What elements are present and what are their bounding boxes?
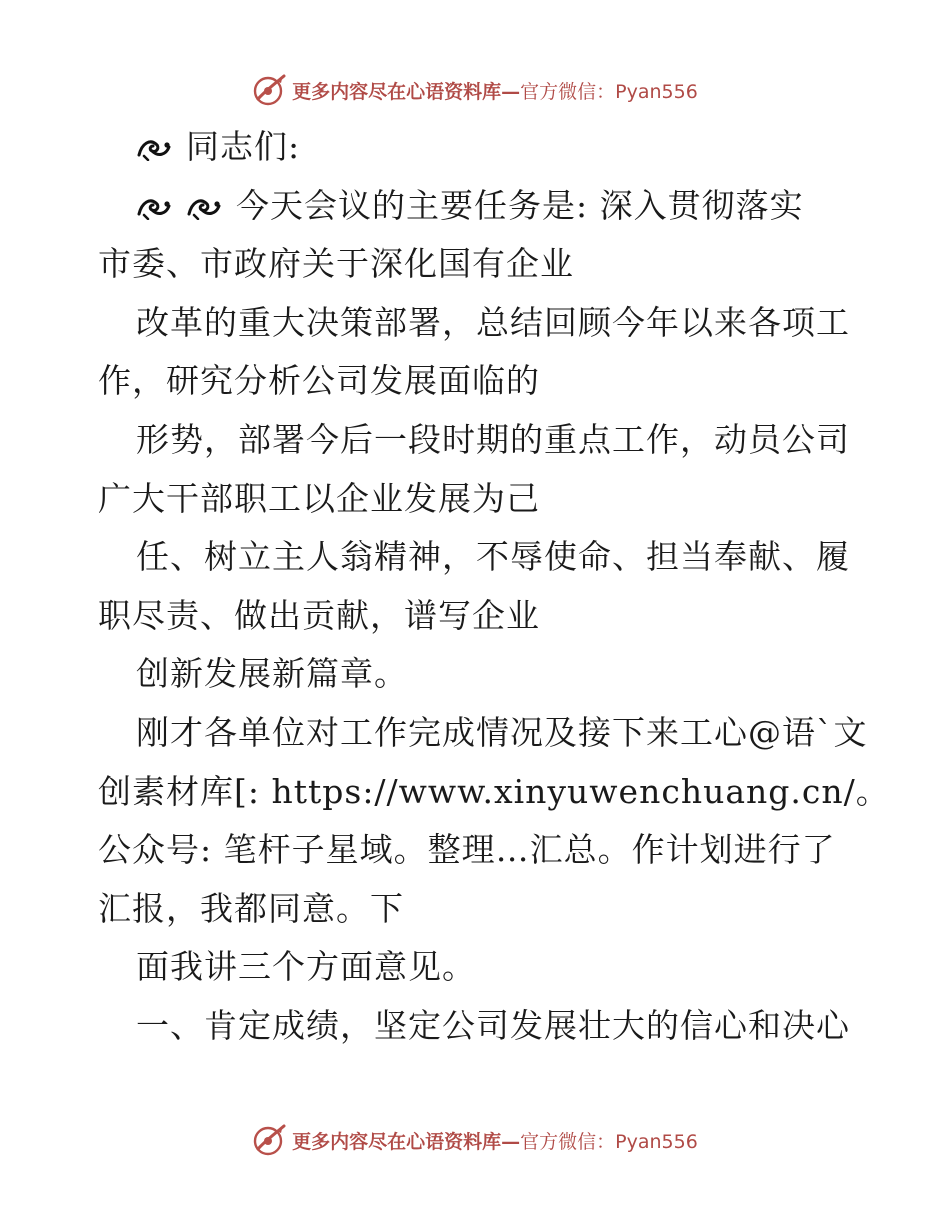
document-line-text: 今天会议的主要任务是: 深入贯彻落实	[236, 185, 804, 225]
document-line-text: 刚才各单位对工作完成情况及接下来工心@语`文	[136, 712, 868, 752]
document-line	[98, 235, 858, 294]
document-line-text: 市委、市政府关于深化国有企业	[98, 244, 574, 284]
document-line-text: 一、肯定成绩，坚定公司发展壮大的信心和决心	[136, 1005, 850, 1045]
footer-banner-text: 更多内容尽在心语资料库—	[292, 1130, 521, 1153]
document-line	[98, 294, 858, 353]
brush-logo-icon	[252, 1122, 288, 1158]
document-line-text: 形势，部署今后一段时期的重点工作，动员公司	[136, 419, 850, 459]
document-line-text: 创新发展新篇章。	[136, 654, 408, 694]
document-line	[98, 411, 858, 470]
ornament-bullet-icon	[186, 194, 222, 220]
document-line	[98, 587, 858, 646]
document-line	[98, 938, 858, 997]
document-body	[98, 118, 890, 1056]
document-line	[98, 821, 858, 880]
footer-banner-wechat: 官方微信：Pyan556	[520, 1130, 698, 1153]
document-line	[98, 645, 858, 704]
ornament-bullet-icon	[136, 194, 172, 220]
document-line	[98, 352, 858, 411]
document-line	[98, 528, 858, 587]
document-line	[98, 118, 858, 177]
header-banner-wechat: 官方微信：Pyan556	[520, 80, 698, 103]
document-line	[98, 704, 868, 763]
document-line	[98, 470, 858, 529]
header-banner	[0, 70, 950, 110]
document-line-text: 广大干部职工以企业发展为己	[98, 478, 540, 518]
document-line-text: 改革的重大决策部署，总结回顾今年以来各项工	[136, 302, 850, 342]
ornament-bullet-icon	[136, 135, 172, 161]
document-line	[98, 763, 890, 822]
document-line	[98, 997, 858, 1056]
header-banner-text: 更多内容尽在心语资料库—	[292, 80, 521, 103]
brush-logo-icon	[252, 72, 288, 108]
document-line-text: 作，研究分析公司发展面临的	[98, 361, 540, 401]
document-line-text: 公众号: 笔杆子星域。整理…汇总。作计划进行了	[98, 830, 836, 870]
document-line-text: 面我讲三个方面意见。	[136, 947, 476, 987]
document-line	[98, 880, 858, 939]
document-line-text: 汇报，我都同意。下	[98, 888, 404, 928]
document-line-text: 职尽责、做出贡献，谱写企业	[98, 595, 540, 635]
document-line-text: 创素材库[: https://www.xinyuwenchuang.cn/。	[98, 771, 890, 811]
footer-banner	[0, 1120, 950, 1160]
document-line-text: 同志们:	[186, 127, 301, 166]
document-line	[98, 177, 858, 236]
document-line-text: 任、树立主人翁精神，不辱使命、担当奉献、履	[136, 537, 850, 577]
